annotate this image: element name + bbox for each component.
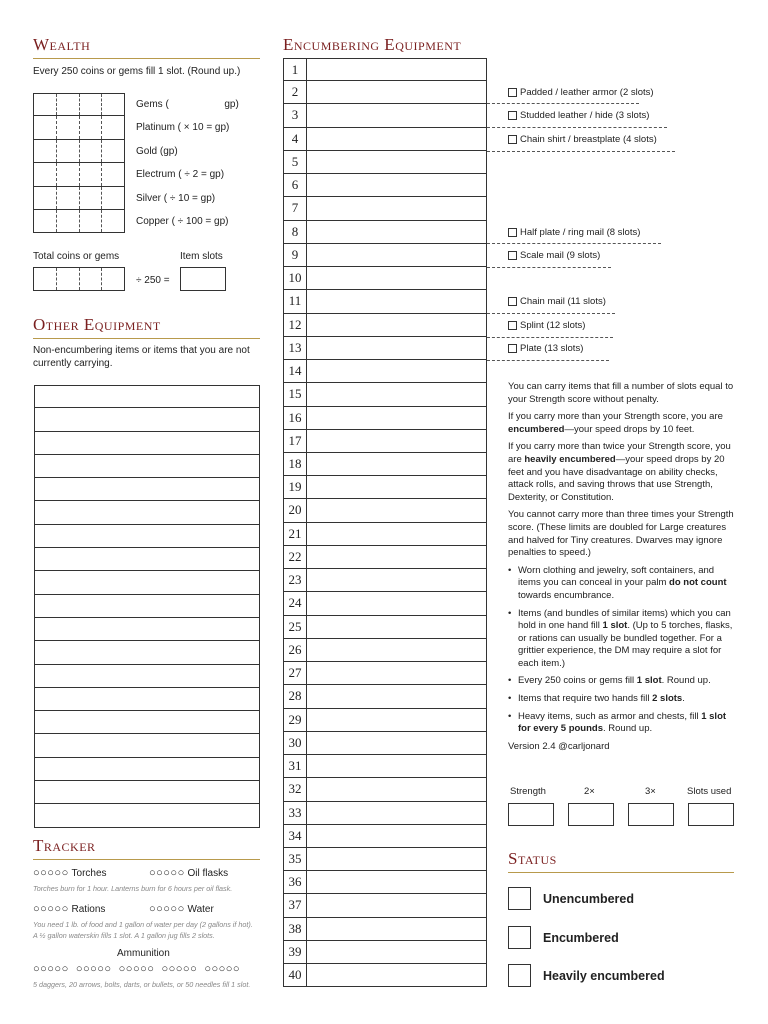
two-x-label: 2× [584,786,595,797]
slot-number: 9 [284,244,307,266]
slot-number: 26 [284,639,307,661]
slot-field[interactable] [307,221,486,243]
slot-field[interactable] [307,732,486,754]
other-equipment-table [34,385,260,828]
slot-number: 24 [284,592,307,614]
oil-label: Oil flasks [187,867,229,879]
other-row[interactable] [34,571,260,594]
armor-label: Studded leather / hide (3 slots) [520,110,650,121]
oil-circles[interactable]: ○○○○○ [149,867,185,879]
other-row[interactable] [34,548,260,571]
slot-field[interactable] [307,337,486,359]
slot-field[interactable] [307,244,486,266]
armor-label: Chain shirt / breastplate (4 slots) [520,134,657,145]
other-row[interactable] [34,501,260,524]
rations-tracker [33,903,105,915]
divider [487,103,639,104]
armor-label: Padded / leather armor (2 slots) [520,87,654,98]
slot-row[interactable] [283,592,487,615]
slot-number: 33 [284,802,307,824]
slot-number: 22 [284,546,307,568]
slot-number: 28 [284,685,307,707]
three-x-label: 3× [645,786,656,797]
slot-field[interactable] [307,290,486,312]
status-label: Heavily encumbered [543,968,665,983]
slot-field[interactable] [307,523,486,545]
slot-row[interactable] [283,314,487,337]
slot-row[interactable] [283,964,487,987]
slot-row[interactable] [283,174,487,197]
rule-bullet: • Items (and bundles of similar items) which you can hold in one hand fill 1 slot. (Up to 5 torches, flasks, or rations can usually be bundled together. For a grittier experience, the DM may require a slot for each item.) [508,608,738,671]
slot-number: 21 [284,523,307,545]
rule-bullet: • Every 250 coins or gems fill 1 slot. Round up. [508,675,738,688]
divider [487,243,661,244]
slot-number: 3 [284,104,307,126]
slot-number: 20 [284,499,307,521]
coin-label: Copper ( ÷ 100 = gp) [136,215,229,227]
armor-padded[interactable] [508,87,654,98]
slot-field[interactable] [307,871,486,893]
two-x-box[interactable] [568,803,614,826]
armor-splint[interactable] [508,320,585,331]
slot-field[interactable] [307,383,486,405]
slot-number: 16 [284,407,307,429]
checkbox[interactable] [508,111,517,120]
ammo-note: 5 daggers, 20 arrows, bolts, darts, or bullets, or 50 needles fill 1 slot. [33,980,251,989]
slot-field[interactable] [307,151,486,173]
other-row[interactable] [34,781,260,804]
checkbox[interactable] [508,251,517,260]
slot-number: 31 [284,755,307,777]
slot-field[interactable] [307,825,486,847]
divider [487,127,667,128]
slot-number: 12 [284,314,307,336]
slot-number: 18 [284,453,307,475]
checkbox[interactable] [508,964,531,987]
slot-row[interactable] [283,221,487,244]
item-slots-label: Item slots [180,251,223,262]
other-equipment-heading: Other Equipment [33,315,260,339]
divider [487,313,615,314]
slot-row[interactable] [283,546,487,569]
rule-paragraph: You can carry items that fill a number of slots equal to your Strength score without penalty. [508,381,734,405]
slot-row[interactable] [283,267,487,290]
slot-field[interactable] [307,546,486,568]
status-heavily-encumbered[interactable] [508,964,665,987]
slot-row[interactable] [283,802,487,825]
coin-label: Electrum ( ÷ 2 = gp) [136,169,225,181]
slot-field[interactable] [307,407,486,429]
coin-label: Gems ( gp) [136,99,239,110]
slot-row[interactable] [283,709,487,732]
other-row[interactable] [34,455,260,478]
slot-row[interactable] [283,755,487,778]
status-label: Encumbered [543,930,619,945]
slot-field[interactable] [307,941,486,963]
slot-number: 13 [284,337,307,359]
rule-paragraph: You cannot carry more than three times your Strength score. (These limits are doubled for Large creatures and halved for Tiny creatures. Dwarves may ignore penalties to speed.) [508,509,734,559]
checkbox[interactable] [508,321,517,330]
slot-field[interactable] [307,174,486,196]
other-row[interactable] [34,408,260,431]
slot-number: 23 [284,569,307,591]
checkbox[interactable] [508,88,517,97]
status-heading: Status [508,849,734,873]
torches-circles[interactable]: ○○○○○ [33,867,69,879]
torches-label: Torches [71,867,107,879]
slot-number: 1 [284,59,307,80]
slot-row[interactable] [283,383,487,406]
other-row[interactable] [34,758,260,781]
tracker-heading: Tracker [33,836,260,860]
coin-label: Silver ( ÷ 10 = gp) [136,192,216,204]
slot-field[interactable] [307,616,486,638]
checkbox[interactable] [508,887,531,910]
three-x-box[interactable] [628,803,674,826]
slot-field[interactable] [307,197,486,219]
other-row[interactable] [34,595,260,618]
slot-number: 7 [284,197,307,219]
slot-field[interactable] [307,59,486,80]
slot-field[interactable] [307,639,486,661]
version-text: Version 2.4 @carljonard [508,740,610,752]
status-encumbered[interactable] [508,926,619,949]
slot-row[interactable] [283,825,487,848]
slot-number: 32 [284,778,307,800]
coin-row-copper[interactable] [33,210,125,233]
status-unencumbered[interactable] [508,887,634,910]
checkbox[interactable] [508,344,517,353]
slot-number: 14 [284,360,307,382]
slot-number: 6 [284,174,307,196]
slot-field[interactable] [307,894,486,916]
slot-row[interactable] [283,244,487,267]
slot-field[interactable] [307,918,486,940]
slot-row[interactable] [283,104,487,127]
armor-chain-shirt[interactable] [508,134,657,145]
other-row[interactable] [34,804,260,827]
slot-number: 27 [284,662,307,684]
slot-row[interactable] [283,407,487,430]
coin-row-gold[interactable] [33,140,125,163]
other-row[interactable] [34,688,260,711]
slot-row[interactable] [283,778,487,801]
slot-field[interactable] [307,267,486,289]
slot-number: 35 [284,848,307,870]
coin-label: Gold (gp) [136,145,178,157]
oil-tracker [149,867,228,879]
coin-row-platinum[interactable] [33,116,125,139]
slot-row[interactable] [283,290,487,313]
wealth-heading: Wealth [33,35,260,59]
slot-row[interactable] [283,337,487,360]
water-label: Water [187,903,214,915]
coin-row-silver[interactable] [33,187,125,210]
ammo-circles[interactable]: ○○○○○ ○○○○○ ○○○○○ ○○○○○ ○○○○○ [33,963,241,975]
slot-row[interactable] [283,941,487,964]
encumbering-table [283,58,487,987]
rule-paragraph: If you carry more than your Strength score, you are encumbered—your speed drops by 10 feet. [508,411,723,435]
slot-field[interactable] [307,592,486,614]
slot-number: 30 [284,732,307,754]
slots-used-box[interactable] [688,803,734,826]
slot-row[interactable] [283,894,487,917]
torches-tracker [33,867,107,879]
armor-label: Half plate / ring mail (8 slots) [520,227,641,238]
rule-bullet: • Worn clothing and jewelry, soft containers, and items you can conceal in your palm do not count towards encumbrance. [508,565,738,603]
armor-plate[interactable] [508,343,583,354]
rule-bullet: • Heavy items, such as armor and chests, fill 1 slot for every 5 pounds. Round up. [508,711,738,736]
divider [487,360,609,361]
slot-row[interactable] [283,58,487,81]
armor-label: Splint (12 slots) [520,320,586,331]
coin-row-gems[interactable] [33,93,125,116]
armor-label: Scale mail (9 slots) [520,250,601,261]
total-coins-box[interactable] [33,267,125,291]
other-row[interactable] [34,432,260,455]
slot-number: 25 [284,616,307,638]
strength-label: Strength [510,786,546,797]
slot-row[interactable] [283,128,487,151]
divider [487,267,611,268]
slot-field[interactable] [307,453,486,475]
slot-number: 15 [284,383,307,405]
slot-number: 39 [284,941,307,963]
slot-field[interactable] [307,685,486,707]
slot-field[interactable] [307,499,486,521]
coin-labels [136,93,239,233]
other-row[interactable] [34,665,260,688]
other-row[interactable] [34,734,260,757]
checkbox[interactable] [508,228,517,237]
slot-row[interactable] [283,360,487,383]
checkbox[interactable] [508,926,531,949]
slot-row[interactable] [283,523,487,546]
water-tracker [149,903,214,915]
rules-text [508,381,738,758]
coin-row-electrum[interactable] [33,163,125,186]
armor-studded[interactable] [508,110,649,121]
rule-bullet: • Items that require two hands fill 2 slots. [508,693,738,706]
food-note-1: You need 1 lb. of food and 1 gallon of water per day (2 gallons if hot). [33,920,253,929]
rule-paragraph: If you carry more than twice your Strength score, you are heavily encumbered—your speed drops by 20 feet and you have disadvantage on ability checks, attack rolls, and saving throws that use Strength, Dexterity, or Constitution. [508,441,731,503]
total-coins-label: Total coins or gems [33,251,120,262]
coin-label: Platinum ( × 10 = gp) [136,122,230,134]
slot-field[interactable] [307,964,486,986]
slot-number: 19 [284,476,307,498]
divider [487,151,675,152]
slot-row[interactable] [283,197,487,220]
slot-row[interactable] [283,639,487,662]
coin-grid [33,93,125,233]
checkbox[interactable] [508,135,517,144]
encumbering-heading: Encumbering Equipment [283,35,462,54]
slot-number: 34 [284,825,307,847]
slot-field[interactable] [307,709,486,731]
armor-scale[interactable] [508,250,600,261]
slot-field[interactable] [307,430,486,452]
other-row[interactable] [34,711,260,734]
slot-field[interactable] [307,662,486,684]
slot-number: 40 [284,964,307,986]
slot-row[interactable] [283,918,487,941]
slot-number: 5 [284,151,307,173]
water-circles[interactable]: ○○○○○ [149,903,185,915]
item-slots-box[interactable] [180,267,226,291]
slot-row[interactable] [283,871,487,894]
rations-label: Rations [71,903,106,915]
slot-field[interactable] [307,360,486,382]
slot-row[interactable] [283,616,487,639]
food-note-2: A ½ gallon waterskin fills 1 slot. A 1 gallon jug fills 2 slots. [33,931,215,940]
slot-row[interactable] [283,569,487,592]
slot-number: 36 [284,871,307,893]
slot-number: 10 [284,267,307,289]
divider [487,337,613,338]
slot-number: 17 [284,430,307,452]
other-equipment-note: Non-encumbering items or items that you are not currently carrying. [33,345,250,369]
torch-note: Torches burn for 1 hour. Lanterns burn for 6 hours per oil flask. [33,884,233,893]
slot-field[interactable] [307,128,486,150]
slot-row[interactable] [283,662,487,685]
slot-number: 37 [284,894,307,916]
other-row[interactable] [34,525,260,548]
slot-row[interactable] [283,848,487,871]
slot-row[interactable] [283,81,487,104]
rations-circles[interactable]: ○○○○○ [33,903,69,915]
armor-half-plate[interactable] [508,227,640,238]
slot-field[interactable] [307,755,486,777]
armor-label: Plate (13 slots) [520,343,584,354]
slot-field[interactable] [307,81,486,103]
slot-row[interactable] [283,732,487,755]
slot-number: 11 [284,290,307,312]
other-row[interactable] [34,478,260,501]
slot-field[interactable] [307,569,486,591]
other-row[interactable] [34,618,260,641]
slot-number: 4 [284,128,307,150]
slot-number: 2 [284,81,307,103]
slot-row[interactable] [283,430,487,453]
armor-label: Chain mail (11 slots) [520,296,606,307]
strength-box[interactable] [508,803,554,826]
slot-field[interactable] [307,778,486,800]
slot-row[interactable] [283,476,487,499]
rule-list [508,565,738,736]
slot-field[interactable] [307,802,486,824]
checkbox[interactable] [508,297,517,306]
slot-row[interactable] [283,685,487,708]
slot-row[interactable] [283,151,487,174]
slot-field[interactable] [307,104,486,126]
wealth-note: Every 250 coins or gems fill 1 slot. (Round up.) [33,66,241,77]
armor-chain-mail[interactable] [508,296,606,307]
slot-row[interactable] [283,499,487,522]
slot-field[interactable] [307,314,486,336]
slot-row[interactable] [283,453,487,476]
slots-used-label: Slots used [687,786,732,797]
slot-field[interactable] [307,848,486,870]
ammo-title: Ammunition [117,948,170,959]
status-label: Unencumbered [543,891,634,906]
divide-label: ÷ 250 = [136,275,170,286]
slot-number: 29 [284,709,307,731]
other-row[interactable] [34,385,260,408]
slot-number: 8 [284,221,307,243]
other-row[interactable] [34,641,260,664]
slot-field[interactable] [307,476,486,498]
slot-number: 38 [284,918,307,940]
